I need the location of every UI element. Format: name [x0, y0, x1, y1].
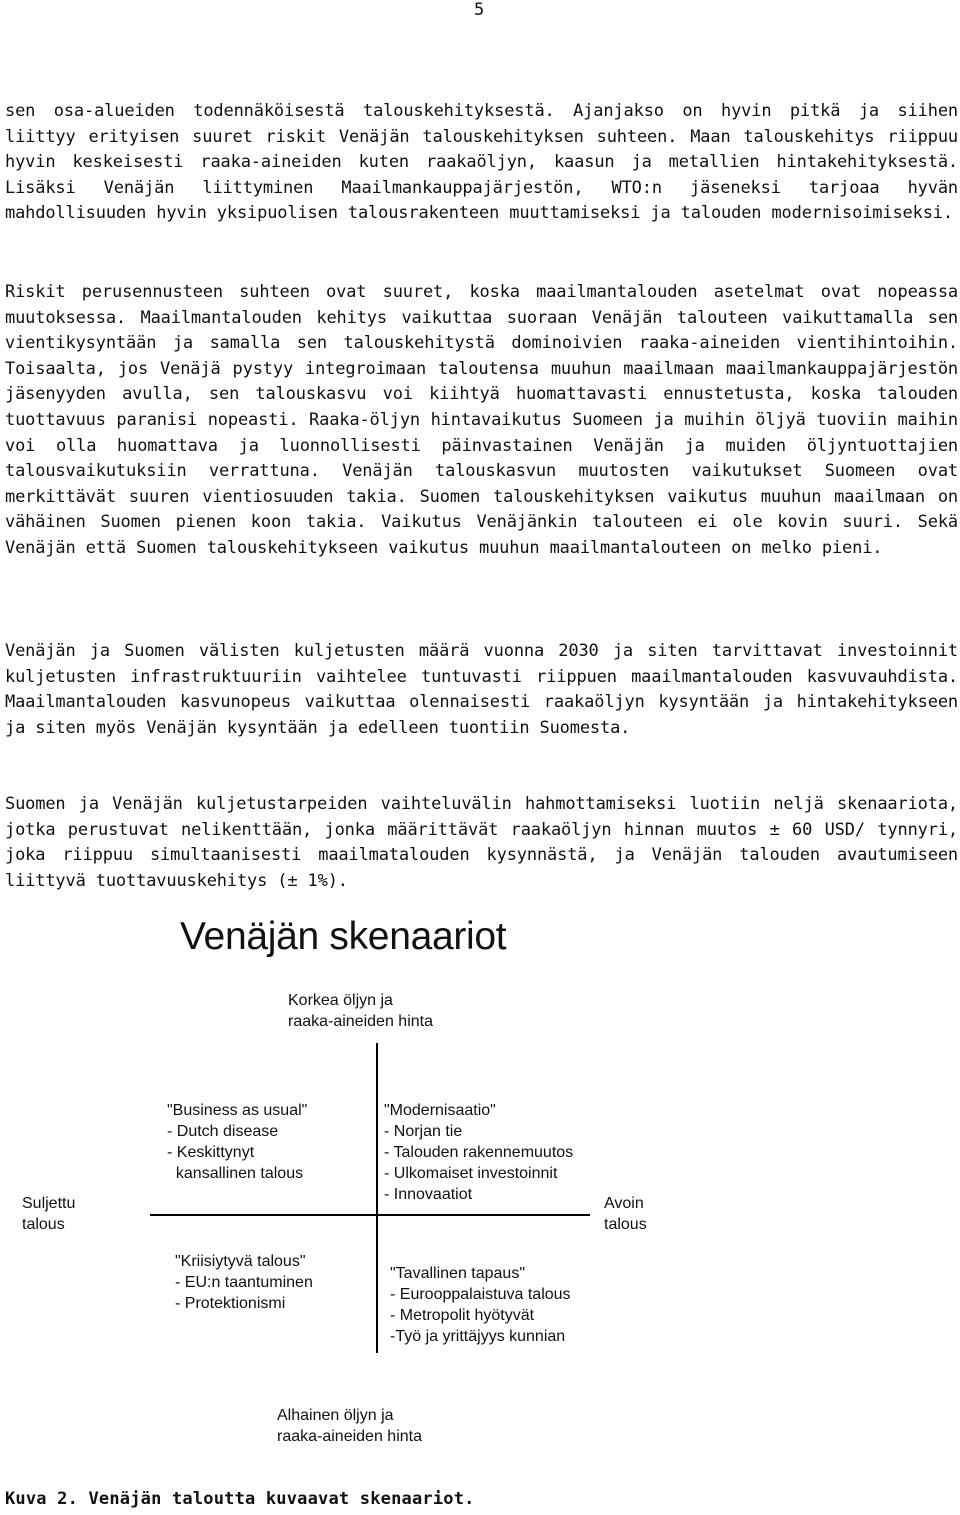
vertical-axis-line: [376, 1043, 378, 1353]
axis-bottom-line: Alhainen öljyn ja: [277, 1407, 394, 1424]
page-number: 5: [474, 0, 485, 20]
scenario-figure: [0, 893, 762, 1463]
paragraph-4: Suomen ja Venäjän kuljetustarpeiden vaihteluvälin hahmottamiseksi luotiin neljä skenaariota, jotka perustuvat nelikenttään, jonka määrittävät raakaöljyn hinnan muutos ± 60 USD/ tynnyri, joka riippuu simultaanisesti maailmatalouden kysynnästä, ja Venäjän talouden avautumiseen liittyvä tuottavuuskehitys (± 1%).: [5, 794, 958, 891]
quadrant-top-right: [384, 1100, 573, 1205]
axis-top-line: raaka-aineiden hinta: [288, 1013, 433, 1030]
axis-left-line: talous: [22, 1216, 65, 1233]
figure-title: Venäjän skenaariot: [180, 915, 507, 958]
axis-right-line: Avoin: [604, 1195, 644, 1212]
figure-caption: Kuva 2. Venäjän taloutta kuvaavat skenaariot.: [5, 1489, 475, 1509]
axis-top-line: Korkea öljyn ja: [288, 992, 393, 1009]
quadrant-line: - Eurooppalaistuva talous: [390, 1286, 571, 1303]
axis-label-bottom: [277, 1405, 422, 1447]
quadrant-line: - Talouden rakennemuutos: [384, 1144, 574, 1161]
quadrant-line: kansallinen talous: [167, 1165, 304, 1182]
quadrant-line: - EU:n taantuminen: [175, 1274, 313, 1291]
quadrant-line: - Keskittynyt: [167, 1144, 255, 1161]
axis-left-line: Suljettu: [22, 1195, 76, 1212]
quadrant-line: - Dutch disease: [167, 1123, 279, 1140]
quadrant-line: "Business as usual": [167, 1102, 308, 1119]
axis-bottom-line: raaka-aineiden hinta: [277, 1428, 422, 1445]
paragraph-2: Riskit perusennusteen suhteen ovat suuret, koska maailmantalouden asetelmat ovat nopeassa muutoksessa. Maailmantalouden kehitys vaikuttaa suoraan Venäjän talouteen vaikuttamalla sen vientikysyntään ja samalla sen talouskehitystä dominoivien raaka-aineiden vientihintoihin. Toisaalta, jos Venäjä pystyy integroimaan taloutensa muuhun maailmaan maailmankauppajärjestön jäsenyyden avulla, sen talouskasvu voi kiihtyä huomattavasti ennustetusta, koska talouden tuottavuus paranisi nopeasti. Raaka-öljyn hintavaikutus Suomeen ja muihin öljyä tuoviin maihin voi olla huomattava ja luonnollisesti päinvastainen Venäjän ja muiden öljyntuottajien talousvaikutuksiin verrattuna. Venäjän talouskasvun muutosten vaikutukset Suomeen ovat merkittävät suuren vientiosuuden takia. Suomen talouskehityksen vaikutus muuhun maailmaan on vähäinen Suomen pienen koon takia. Vaikutus Venäjänkin talouteen ei ole kovin suuri. Sekä Venäjän että Suomen talouskehitykseen vaikutus muuhun maailmantalouteen on melko pieni.: [5, 282, 958, 558]
quadrant-line: - Metropolit hyötyvät: [390, 1307, 535, 1324]
quadrant-line: - Ulkomaiset investoinnit: [384, 1165, 558, 1182]
axis-label-right: [604, 1193, 647, 1235]
paragraph-1: sen osa-alueiden todennäköisestä talouskehityksestä. Ajanjakso on hyvin pitkä ja siihen liittyy erityisen suuret riskit Venäjän talouskehityksen suhteen. Maan talouskehitys riippuu hyvin keskeisesti raaka-aineiden kuten raakaöljyn, kaasun ja metallien hintakehityksestä. Lisäksi Venäjän liittyminen Maailmankauppajärjestön, WTO:n jäseneksi tarjoaa hyvän mahdollisuuden hyvin yksipuolisen talousrakenteen muuttamiseksi ja talouden modernisoimiseksi.: [5, 101, 958, 224]
quadrant-line: "Kriisiytyvä talous": [175, 1253, 306, 1270]
quadrant-line: - Norjan tie: [384, 1123, 463, 1140]
quadrant-line: -Työ ja yrittäjyys kunnian: [390, 1328, 566, 1345]
quadrant-line: - Protektionismi: [175, 1295, 286, 1312]
horizontal-axis-line: [150, 1214, 590, 1216]
quadrant-top-left: [167, 1100, 307, 1184]
paragraph-3: Venäjän ja Suomen välisten kuljetusten määrä vuonna 2030 ja siten tarvittavat investoinnit kuljetusten infrastruktuuriin vaihtelee tuntuvasti riippuen maailmantalouden kasvuvauhdista. Maailmantalouden kasvunopeus vaikuttaa olennaisesti raakaöljyn kysyntään ja hintakehitykseen ja siten myös Venäjän kysyntään ja edelleen tuontiin Suomesta.: [5, 641, 958, 738]
axis-label-top: [288, 990, 433, 1032]
quadrant-line: "Modernisaatio": [384, 1102, 496, 1119]
axis-label-left: [22, 1193, 75, 1235]
quadrant-line: "Tavallinen tapaus": [390, 1265, 525, 1282]
quadrant-bottom-left: [175, 1251, 313, 1314]
quadrant-line: - Innovaatiot: [384, 1186, 473, 1203]
quadrant-bottom-right: [390, 1263, 571, 1347]
axis-right-line: talous: [604, 1216, 647, 1233]
